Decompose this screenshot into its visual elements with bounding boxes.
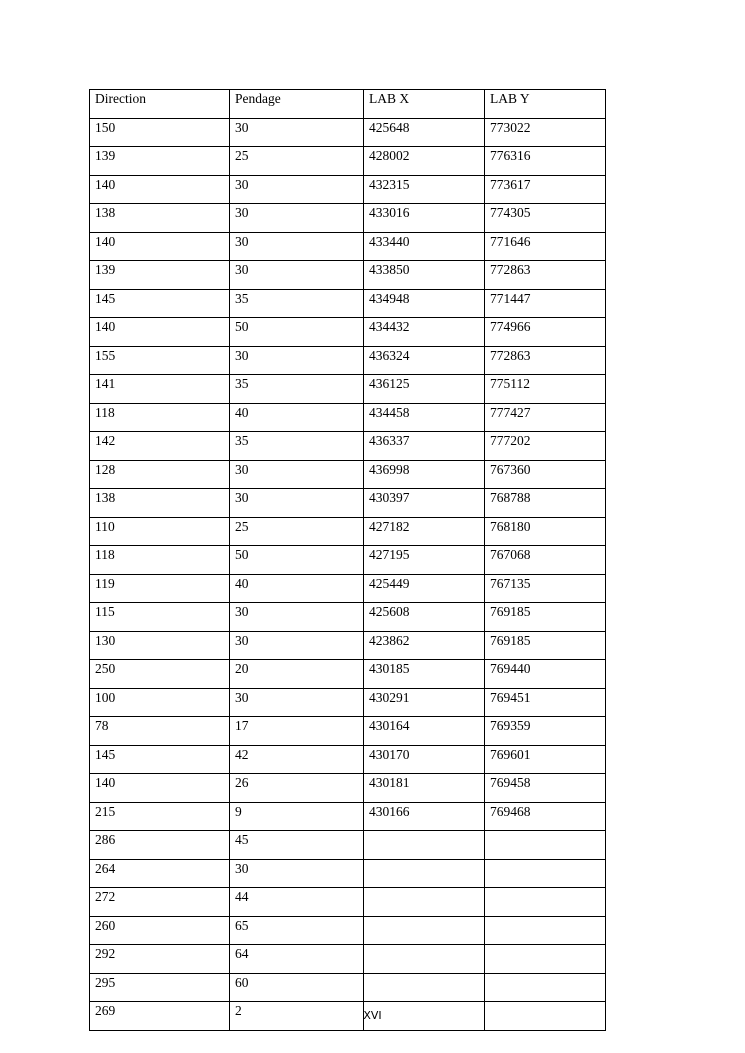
cell-lab-y xyxy=(485,916,606,945)
cell-direction: 155 xyxy=(90,346,230,375)
table-row xyxy=(90,232,606,261)
table-row xyxy=(90,745,606,774)
cell-lab-x: 430181 xyxy=(364,774,485,803)
cell-lab-y: 774305 xyxy=(485,204,606,233)
table-header xyxy=(90,90,606,119)
cell-lab-x xyxy=(364,859,485,888)
cell-pendage: 17 xyxy=(230,717,364,746)
cell-lab-y: 774966 xyxy=(485,318,606,347)
cell-lab-x: 433850 xyxy=(364,261,485,290)
cell-pendage: 35 xyxy=(230,432,364,461)
cell-lab-y: 772863 xyxy=(485,346,606,375)
cell-lab-x xyxy=(364,973,485,1002)
cell-pendage: 30 xyxy=(230,859,364,888)
cell-lab-y: 769468 xyxy=(485,802,606,831)
cell-lab-x: 436998 xyxy=(364,460,485,489)
cell-direction: 141 xyxy=(90,375,230,404)
cell-pendage: 50 xyxy=(230,546,364,575)
cell-direction: 295 xyxy=(90,973,230,1002)
table-row xyxy=(90,261,606,290)
cell-direction: 269 xyxy=(90,1002,230,1031)
table-row xyxy=(90,346,606,375)
cell-lab-y xyxy=(485,888,606,917)
cell-lab-x: 428002 xyxy=(364,147,485,176)
data-table xyxy=(89,89,606,1031)
table-row xyxy=(90,318,606,347)
table-row xyxy=(90,432,606,461)
table-row xyxy=(90,717,606,746)
cell-direction: 138 xyxy=(90,204,230,233)
cell-direction: 145 xyxy=(90,289,230,318)
cell-direction: 260 xyxy=(90,916,230,945)
cell-lab-y: 771447 xyxy=(485,289,606,318)
cell-pendage: 2 xyxy=(230,1002,364,1031)
cell-direction: 118 xyxy=(90,403,230,432)
table-row xyxy=(90,460,606,489)
cell-direction: 272 xyxy=(90,888,230,917)
cell-lab-x: 433440 xyxy=(364,232,485,261)
header-lab-x: LAB X xyxy=(364,90,485,119)
cell-pendage: 30 xyxy=(230,603,364,632)
cell-lab-y: 767068 xyxy=(485,546,606,575)
cell-direction: 78 xyxy=(90,717,230,746)
table-row xyxy=(90,517,606,546)
cell-direction: 118 xyxy=(90,546,230,575)
cell-lab-y: 771646 xyxy=(485,232,606,261)
cell-direction: 139 xyxy=(90,261,230,290)
cell-lab-y xyxy=(485,831,606,860)
table-row xyxy=(90,603,606,632)
table-row xyxy=(90,973,606,1002)
cell-lab-y: 769185 xyxy=(485,603,606,632)
cell-pendage: 30 xyxy=(230,232,364,261)
table-row xyxy=(90,945,606,974)
cell-lab-y: 776316 xyxy=(485,147,606,176)
cell-direction: 264 xyxy=(90,859,230,888)
table-row xyxy=(90,802,606,831)
cell-lab-y: 767135 xyxy=(485,574,606,603)
cell-lab-y: 777202 xyxy=(485,432,606,461)
cell-pendage: 30 xyxy=(230,261,364,290)
cell-direction: 110 xyxy=(90,517,230,546)
cell-lab-x xyxy=(364,831,485,860)
cell-lab-y xyxy=(485,859,606,888)
table-row xyxy=(90,774,606,803)
cell-lab-y xyxy=(485,945,606,974)
header-lab-y: LAB Y xyxy=(485,90,606,119)
table-row xyxy=(90,147,606,176)
cell-pendage: 30 xyxy=(230,346,364,375)
cell-lab-y: 769451 xyxy=(485,688,606,717)
cell-lab-x xyxy=(364,945,485,974)
cell-lab-y: 767360 xyxy=(485,460,606,489)
cell-pendage: 60 xyxy=(230,973,364,1002)
cell-pendage: 35 xyxy=(230,289,364,318)
cell-lab-y xyxy=(485,973,606,1002)
cell-pendage: 25 xyxy=(230,147,364,176)
cell-direction: 140 xyxy=(90,175,230,204)
cell-direction: 115 xyxy=(90,603,230,632)
cell-pendage: 30 xyxy=(230,204,364,233)
cell-pendage: 40 xyxy=(230,574,364,603)
cell-lab-y: 769440 xyxy=(485,660,606,689)
table-row xyxy=(90,375,606,404)
cell-lab-y: 769359 xyxy=(485,717,606,746)
cell-direction: 286 xyxy=(90,831,230,860)
table-row xyxy=(90,831,606,860)
cell-lab-x: 425648 xyxy=(364,118,485,147)
cell-pendage: 26 xyxy=(230,774,364,803)
cell-lab-y: 769601 xyxy=(485,745,606,774)
cell-lab-x: 433016 xyxy=(364,204,485,233)
cell-pendage: 30 xyxy=(230,688,364,717)
cell-lab-x: 427195 xyxy=(364,546,485,575)
cell-lab-y: 769185 xyxy=(485,631,606,660)
cell-lab-x xyxy=(364,888,485,917)
cell-lab-y: 773617 xyxy=(485,175,606,204)
cell-lab-x: 436125 xyxy=(364,375,485,404)
table-row xyxy=(90,631,606,660)
cell-pendage: 65 xyxy=(230,916,364,945)
table-row xyxy=(90,688,606,717)
header-pendage: Pendage xyxy=(230,90,364,119)
cell-lab-x: 430291 xyxy=(364,688,485,717)
table-row xyxy=(90,660,606,689)
cell-pendage: 30 xyxy=(230,460,364,489)
cell-lab-x: 436324 xyxy=(364,346,485,375)
cell-pendage: 9 xyxy=(230,802,364,831)
cell-pendage: 64 xyxy=(230,945,364,974)
table-row xyxy=(90,859,606,888)
cell-lab-x: 425449 xyxy=(364,574,485,603)
table-row xyxy=(90,888,606,917)
cell-direction: 140 xyxy=(90,774,230,803)
cell-lab-x xyxy=(364,916,485,945)
table-row xyxy=(90,546,606,575)
cell-direction: 128 xyxy=(90,460,230,489)
cell-direction: 119 xyxy=(90,574,230,603)
table-row xyxy=(90,574,606,603)
cell-pendage: 50 xyxy=(230,318,364,347)
cell-direction: 142 xyxy=(90,432,230,461)
table-row xyxy=(90,916,606,945)
table-row xyxy=(90,204,606,233)
cell-lab-y: 768180 xyxy=(485,517,606,546)
cell-lab-y: 775112 xyxy=(485,375,606,404)
cell-lab-x: 430170 xyxy=(364,745,485,774)
cell-direction: 138 xyxy=(90,489,230,518)
cell-lab-x: 423862 xyxy=(364,631,485,660)
cell-direction: 139 xyxy=(90,147,230,176)
cell-direction: 140 xyxy=(90,318,230,347)
cell-pendage: 25 xyxy=(230,517,364,546)
cell-lab-y: 768788 xyxy=(485,489,606,518)
cell-direction: 130 xyxy=(90,631,230,660)
table-body xyxy=(90,118,606,1030)
cell-lab-y: 772863 xyxy=(485,261,606,290)
cell-direction: 250 xyxy=(90,660,230,689)
cell-pendage: 30 xyxy=(230,118,364,147)
cell-pendage: 20 xyxy=(230,660,364,689)
cell-pendage: 40 xyxy=(230,403,364,432)
cell-lab-x: 434948 xyxy=(364,289,485,318)
table-row xyxy=(90,489,606,518)
cell-lab-x: 430164 xyxy=(364,717,485,746)
page-number: XVI xyxy=(363,1009,382,1022)
table-row xyxy=(90,289,606,318)
cell-pendage: 30 xyxy=(230,631,364,660)
cell-direction: 292 xyxy=(90,945,230,974)
cell-lab-x: 430397 xyxy=(364,489,485,518)
cell-pendage: 45 xyxy=(230,831,364,860)
cell-direction: 215 xyxy=(90,802,230,831)
cell-direction: 150 xyxy=(90,118,230,147)
cell-lab-x: 430166 xyxy=(364,802,485,831)
cell-direction: 100 xyxy=(90,688,230,717)
cell-lab-x: 430185 xyxy=(364,660,485,689)
cell-lab-y: 777427 xyxy=(485,403,606,432)
table-row xyxy=(90,403,606,432)
cell-pendage: 30 xyxy=(230,175,364,204)
cell-lab-x: 434432 xyxy=(364,318,485,347)
cell-direction: 140 xyxy=(90,232,230,261)
cell-pendage: 35 xyxy=(230,375,364,404)
cell-lab-x: 427182 xyxy=(364,517,485,546)
cell-pendage: 44 xyxy=(230,888,364,917)
header-row xyxy=(90,90,606,119)
cell-pendage: 42 xyxy=(230,745,364,774)
cell-pendage: 30 xyxy=(230,489,364,518)
table-row xyxy=(90,175,606,204)
cell-lab-x: 425608 xyxy=(364,603,485,632)
cell-direction: 145 xyxy=(90,745,230,774)
cell-lab-y: 773022 xyxy=(485,118,606,147)
cell-lab-x: 436337 xyxy=(364,432,485,461)
cell-lab-x: 432315 xyxy=(364,175,485,204)
header-direction: Direction xyxy=(90,90,230,119)
cell-lab-y: 769458 xyxy=(485,774,606,803)
table-row xyxy=(90,118,606,147)
cell-lab-x: 434458 xyxy=(364,403,485,432)
